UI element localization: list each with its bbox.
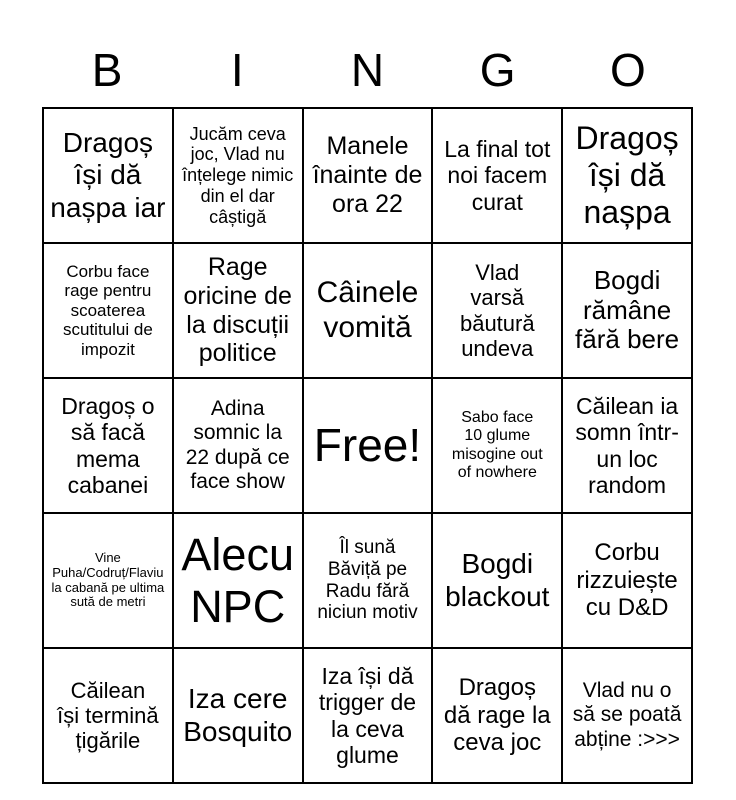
bingo-cell-text: Dragoș o să facă mema cabanei — [61, 392, 155, 498]
free-cell[interactable] — [303, 378, 433, 513]
bingo-cell-r3c1[interactable] — [43, 378, 173, 513]
bingo-cell-text: Îl sună Băviță pe Radu fără niciun motiv — [317, 536, 418, 624]
bingo-cell-r4c3[interactable] — [303, 513, 433, 648]
bingo-cell-r3c4[interactable] — [432, 378, 562, 513]
bingo-cell-text: Căilean își termină țigările — [57, 677, 159, 754]
bingo-cell-text: Alecu NPC — [181, 528, 294, 632]
bingo-cell-text: Manele înainte de ora 22 — [312, 132, 423, 218]
bingo-cell-text: Dragoș dă rage la ceva joc — [443, 674, 551, 757]
bingo-cell-r4c5[interactable] — [562, 513, 692, 648]
bingo-row-5 — [43, 648, 692, 783]
bingo-cell-r2c5[interactable] — [562, 243, 692, 378]
bingo-cell-r3c2[interactable] — [173, 378, 303, 513]
bingo-cell-text: Vlad varsă băutură undeva — [459, 259, 535, 361]
bingo-cell-r1c2[interactable] — [173, 108, 303, 243]
bingo-cell-text: Iza își dă trigger de la ceva glume — [318, 662, 417, 768]
bingo-cell-r4c1[interactable] — [43, 513, 173, 648]
bingo-cell-r2c3[interactable] — [303, 243, 433, 378]
bingo-cell-r3c5[interactable] — [562, 378, 692, 513]
bingo-cell-text: Căilean ia somn într-un loc random — [575, 392, 679, 498]
bingo-cell-r1c4[interactable] — [432, 108, 562, 243]
bingo-cell-text: Bogdi rămâne fără bere — [575, 264, 680, 355]
bingo-cell-r1c5[interactable] — [562, 108, 692, 243]
bingo-cell-r5c1[interactable] — [43, 648, 173, 783]
bingo-cell-r1c3[interactable] — [303, 108, 433, 243]
bingo-row-3 — [43, 378, 692, 513]
bingo-cell-r5c4[interactable] — [432, 648, 562, 783]
bingo-cell-r5c3[interactable] — [303, 648, 433, 783]
bingo-header-letter-b: B — [91, 44, 123, 96]
bingo-header-letter-g: G — [479, 44, 516, 96]
bingo-row-1 — [43, 108, 692, 243]
bingo-cell-text: Dragoș își dă nașpa — [575, 120, 679, 230]
bingo-header — [42, 45, 693, 95]
bingo-cell-r2c2[interactable] — [173, 243, 303, 378]
bingo-cell-text: Rage oricine de la discuții politice — [183, 253, 292, 368]
bingo-cell-text: Sabo face 10 glume misogine out of nowhere — [451, 408, 543, 481]
bingo-header-letter-o: O — [609, 44, 646, 96]
bingo-header-letter-i: I — [230, 44, 244, 96]
bingo-cell-text: Vine Puha/Codruț/Flaviu la cabană pe ultima sută de metri — [51, 549, 165, 610]
bingo-cell-r5c2[interactable] — [173, 648, 303, 783]
bingo-cell-r2c4[interactable] — [432, 243, 562, 378]
free-cell-text: Free! — [313, 419, 422, 472]
bingo-cell-r1c1[interactable] — [43, 108, 173, 243]
bingo-cell-r4c2[interactable] — [173, 513, 303, 648]
bingo-cell-text: Iza cere Bosquito — [183, 683, 293, 747]
bingo-cell-text: Corbu face rage pentru scoaterea scutitului de impozit — [63, 261, 153, 359]
bingo-cell-text: Vlad nu o să se poată abține :>>> — [572, 679, 682, 751]
bingo-cell-text: Bogdi blackout — [445, 548, 550, 612]
bingo-cell-text: Jucăm ceva joc, Vlad nu înțelege nimic din el dar câștigă — [182, 123, 294, 227]
bingo-cell-r2c1[interactable] — [43, 243, 173, 378]
bingo-header-letter-n: N — [350, 44, 385, 96]
bingo-cell-r5c5[interactable] — [562, 648, 692, 783]
bingo-cell-text: Dragoș își dă nașpa iar — [50, 127, 166, 223]
bingo-cell-r4c4[interactable] — [432, 513, 562, 648]
bingo-row-4 — [43, 513, 692, 648]
bingo-row-2 — [43, 243, 692, 378]
bingo-cell-text: La final tot noi facem curat — [444, 135, 551, 215]
bingo-cell-text: Corbu rizzuiește cu D&D — [576, 539, 678, 622]
bingo-cell-text: Adina somnic la 22 după ce face show — [185, 397, 290, 493]
bingo-cell-text: Câinele vomită — [316, 276, 419, 344]
bingo-grid — [42, 107, 693, 784]
